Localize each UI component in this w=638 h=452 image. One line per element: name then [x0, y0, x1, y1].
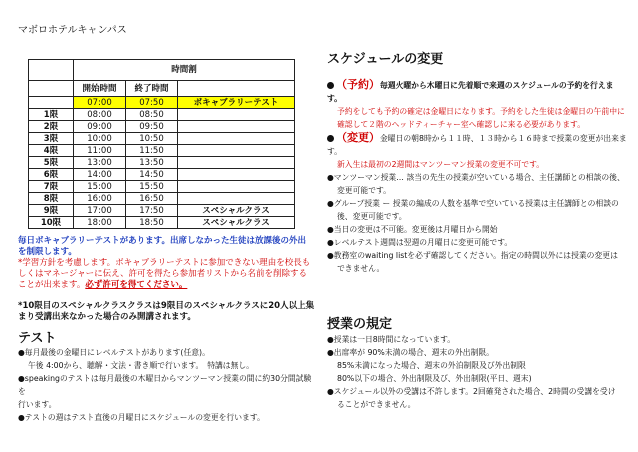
timetable-row — [29, 121, 295, 133]
timetable-cell-label: スペシャルクラス — [178, 205, 295, 217]
timetable-cell-start: 08:00 — [74, 109, 126, 121]
change-line: （変更）金曜日の朝8時から１１時、１３時から１６時まで授業の変更が出来ます。 — [327, 131, 627, 156]
schedule-list-item: ●当日の変更は不可能。変更後は月曜日から開始 — [327, 225, 498, 234]
timetable-cell-end: 17:50 — [126, 205, 178, 217]
timetable-cell-end: 16:50 — [126, 193, 178, 205]
timetable-cell-start: 15:00 — [74, 181, 126, 193]
test-section-title: テスト — [18, 331, 57, 346]
timetable-cell-label — [178, 181, 295, 193]
timetable-cell-end: 15:50 — [126, 181, 178, 193]
timetable-cell-label — [178, 109, 295, 121]
timetable-cell-period: 8限 — [29, 193, 74, 205]
timetable-row — [29, 133, 295, 145]
schedule-list-item: 後、変更可能です。 — [337, 212, 407, 221]
timetable-cell-end: 11:50 — [126, 145, 178, 157]
timetable-cell-end: 09:50 — [126, 121, 178, 133]
schedule-list-item: ●マンツーマン授業… 該当の先生の授業が空いている場合、主任講師との相談の後、 — [327, 173, 625, 182]
timetable-row — [29, 145, 295, 157]
class-rules-list — [327, 333, 627, 411]
class-rule-item: 85%未満になった場合、週末の外泊制限及び外出制限 — [337, 361, 526, 370]
timetable-cell-label — [178, 193, 295, 205]
schedule-list-item: ●教務室のwaiting listを必ず確認してください。指定の時間以外には授業の変更は — [327, 251, 618, 260]
class-rule-item: ●授業は一日8時間になっています。 — [327, 335, 456, 344]
timetable-cell-start: 14:00 — [74, 169, 126, 181]
timetable-cell-label — [178, 169, 295, 181]
timetable-cell-start: 17:00 — [74, 205, 126, 217]
class-rule-item: 80%以下の場合、外出制限及び、外出制限(平日、週末) — [337, 374, 532, 383]
schedule-list-item: できません。 — [337, 264, 385, 273]
timetable-cell-period: 2限 — [29, 121, 74, 133]
test-list-item: 行います。 — [18, 400, 57, 409]
timetable-row — [29, 205, 295, 217]
timetable-cell-end: 14:50 — [126, 169, 178, 181]
test-list-item: ●speakingのテストは毎月最後の木曜日からマンツーマン授業の間に約30分間試験を — [18, 374, 312, 396]
timetable-row — [29, 157, 295, 169]
timetable-cell-start: 16:00 — [74, 193, 126, 205]
vocab-notice-sub: *学習方針を考慮します。ボキャブラリーテストに参加できない理由を校長もしくはマネージャーに伝え、許可を得たら参加者リストから名前を削除することが出来ます。必ず許可を得てください。 — [18, 258, 311, 290]
timetable-row — [29, 109, 295, 121]
timetable-row — [29, 181, 295, 193]
timetable-corner — [29, 60, 74, 81]
schedule-section-title: スケジュールの変更 — [327, 52, 444, 67]
vocab-notice — [18, 236, 313, 291]
timetable-cell-period: 5限 — [29, 157, 74, 169]
schedule-items — [327, 171, 627, 275]
timetable-cell-start: 10:00 — [74, 133, 126, 145]
page-header-title: マボロホテルキャンパス — [18, 25, 127, 36]
reserve-line: （予約）毎週火曜から木曜日に先着順で来週のスケジュールの予約を行えます。 — [327, 78, 614, 103]
reserve-note: 予約をしても予約の確定は金曜日になります。予約をした生徒は金曜日の午前中に確認して２階のヘッドティーチャー室へ確認しに来る必要があります。 — [337, 107, 625, 129]
test-list-item: 午後 4:00から、聴解・文法・書き順で行います。 特講は無し。 — [28, 361, 254, 370]
timetable-cell-start: 13:00 — [74, 157, 126, 169]
class-rule-item: ●出席率が 90%未満の場合、週末の外出制限。 — [327, 348, 494, 357]
timetable-row — [29, 217, 295, 229]
test-list-item: ●毎月最後の金曜日にレベルテストがあります(任意)。 — [18, 348, 210, 357]
schedule-list-item: ●グループ授業 ー 授業の編成の人数を基準で空いている授業は主任講師との相談の — [327, 199, 619, 208]
change-note: 新入生は最初の2週間はマンツーマン授業の変更不可です。 — [337, 160, 545, 169]
timetable-cell-start: 11:00 — [74, 145, 126, 157]
vocab-test-row: 07:00 07:50 ボキャブラリーテスト — [29, 97, 295, 109]
bullet-icon — [327, 82, 334, 89]
timetable-cell-label: スペシャルクラス — [178, 217, 295, 229]
timetable-row — [29, 169, 295, 181]
timetable-cell-start: 18:00 — [74, 217, 126, 229]
test-list-item: ●テストの週はテスト直後の月曜日にスケジュールの変更を行います。 — [18, 413, 265, 422]
timetable-cell-period: 1限 — [29, 109, 74, 121]
class-rule-item: ●スケジュール以外の受講は不許します。2回確発された場合、2時間の受講を受け — [327, 387, 616, 396]
col-start-header: 開始時間 — [74, 81, 126, 97]
timetable — [28, 59, 295, 229]
schedule-list-item: 変更可能です。 — [337, 186, 391, 195]
timetable-cell-period: 7限 — [29, 181, 74, 193]
test-list — [18, 346, 318, 424]
timetable-row — [29, 193, 295, 205]
timetable-cell-period: 9限 — [29, 205, 74, 217]
timetable-cell-period: 3限 — [29, 133, 74, 145]
class-rules-title: 授業の規定 — [327, 317, 393, 332]
special-class-note: *10限目のスペシャルクラスクラスは9限目のスペシャルクラスに20人以上集まり受講出来なかった場合のみ開講されます。 — [18, 301, 315, 322]
timetable-cell-period: 4限 — [29, 145, 74, 157]
timetable-cell-label — [178, 157, 295, 169]
class-rule-item: ることができません。 — [337, 400, 416, 409]
vocab-notice-main: 毎日ボキャブラリーテストがあります。出席しなかった生徒は放課後の外出を制限します。 — [18, 236, 306, 257]
timetable-cell-label — [178, 145, 295, 157]
timetable-cell-label — [178, 133, 295, 145]
bullet-icon — [327, 135, 334, 142]
timetable-title: 時間割 — [74, 60, 295, 81]
timetable-cell-end: 13:50 — [126, 157, 178, 169]
timetable-cell-end: 18:50 — [126, 217, 178, 229]
col-end-header: 終了時間 — [126, 81, 178, 97]
timetable-cell-period: 10限 — [29, 217, 74, 229]
timetable-cell-end: 08:50 — [126, 109, 178, 121]
timetable-cell-start: 09:00 — [74, 121, 126, 133]
schedule-list — [327, 78, 627, 275]
timetable-cell-label — [178, 121, 295, 133]
timetable-cell-period: 6限 — [29, 169, 74, 181]
timetable-cell-end: 10:50 — [126, 133, 178, 145]
schedule-list-item: ●レベルテスト週間は翌週の月曜日に変更可能です。 — [327, 238, 513, 247]
